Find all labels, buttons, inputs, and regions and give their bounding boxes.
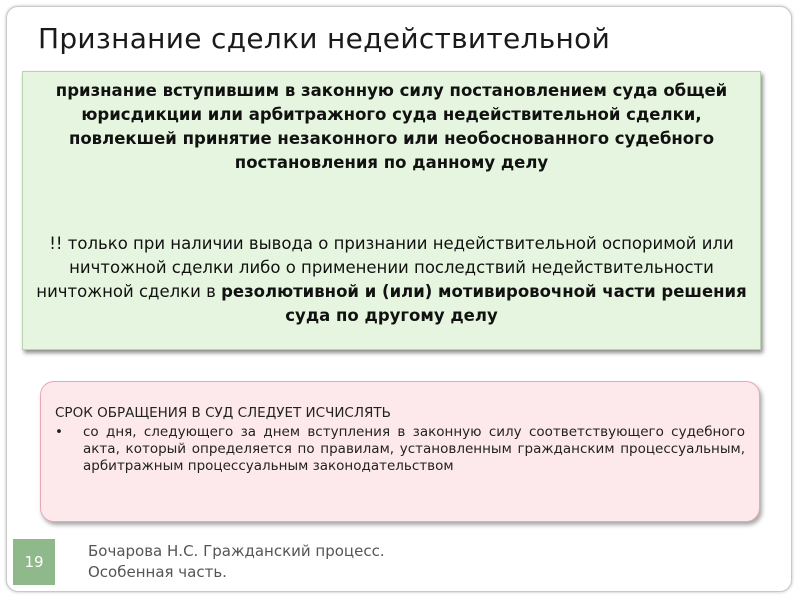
deadline-item: со дня, следующего за днем вступления в законную силу соответствующего судебного акта, который определяется по правилам, установленным гражданским процессуальным, арбитражным процессуальным законодательством [83, 424, 745, 474]
slide-title: Признание сделки недействительной [38, 22, 611, 55]
condition-text-normal: !! только при наличии вывода о признании недействительной оспоримой или ничтожной сделки либо о применении последствий недействительности ничтожной сделки в [36, 234, 734, 301]
bullet-icon: • [55, 424, 63, 440]
definition-box [22, 71, 761, 350]
deadline-box [40, 381, 760, 522]
footer-line-1: Бочарова Н.С. Гражданский процесс. [88, 542, 385, 560]
footer-line-2: Особенная часть. [88, 563, 227, 581]
footer-citation [88, 541, 385, 583]
condition-text [29, 232, 754, 328]
page-number: 19 [13, 539, 55, 585]
deadline-heading: СРОК ОБРАЩЕНИЯ В СУД СЛЕДУЕТ ИСЧИСЛЯТЬ [55, 405, 391, 421]
definition-text: признание вступившим в законную силу постановлением суда общей юрисдикции или арбитражного суда недействительной сделки, повлекшей принятие незаконного или необоснованного судебного постановления по данному делу [55, 81, 728, 172]
condition-text-bold: резолютивной и (или) мотивировочной части решения суда по другому делу [221, 282, 747, 325]
